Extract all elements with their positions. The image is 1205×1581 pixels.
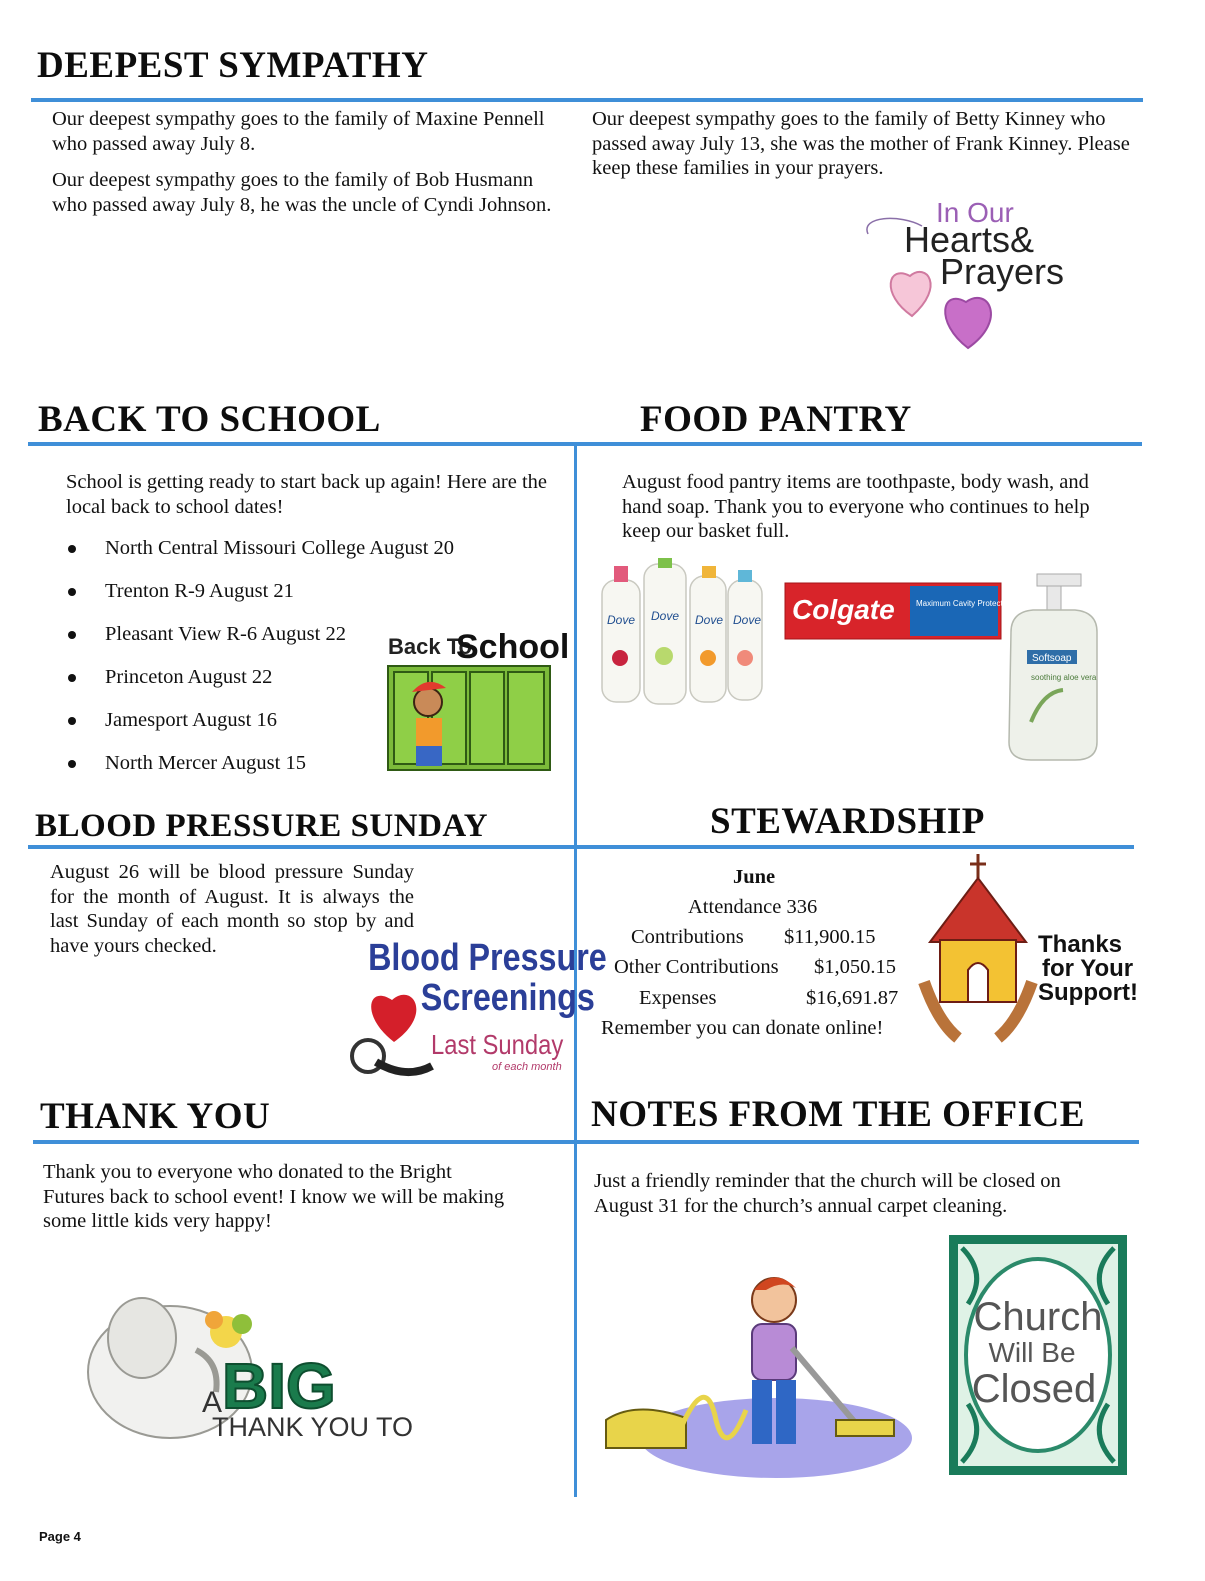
list-item: Jamesport August 16 [68,708,538,751]
pink-heart-icon [891,272,931,316]
big-image-big: BIG [222,1350,336,1422]
support-image-line2: for Your [1042,955,1134,982]
heading-food-pantry: FOOD PANTRY [640,399,912,440]
list-item: Pleasant View R-6 August 22 [68,622,538,665]
red-heart-icon [371,995,416,1042]
expenses-label: Expenses [639,987,717,1009]
stewardship-attendance: Attendance 336 [688,896,818,918]
blood-pressure-screenings-image [346,930,607,1090]
other-contributions-label: Other Contributions [614,956,779,978]
hearts-prayers-line1: In Our [936,197,1014,228]
bp-image-line1: Blood Pressure [368,936,607,979]
hearts-prayers-line2: Hearts& [904,219,1035,260]
big-image-a: A [202,1386,223,1419]
colgate-label: Colgate [792,594,895,625]
softsoap-label: Softsoap [1032,653,1072,664]
heading-deepest-sympathy: DEEPEST SYMPATHY [37,45,429,86]
bp-image-line2: Screenings [420,976,595,1019]
thanks-for-your-support-image [918,852,1150,1042]
rule-thanks-office [33,1140,1139,1144]
office-note-text: Just a friendly reminder that the church will be closed on August 31 for the church’s annual carpet cleaning. [594,1170,1061,1217]
heading-blood-pressure-sunday: BLOOD PRESSURE SUNDAY [35,808,489,844]
bp-image-line3: Last Sunday [431,1028,564,1061]
purple-heart-icon [945,298,991,348]
heading-back-to-school: BACK TO SCHOOL [38,399,381,440]
support-image-line3: Support! [1038,979,1138,1006]
rule-bp-stewardship [28,845,1134,849]
other-contributions-value: $1,050.15 [814,956,896,978]
body-wash-bottles-image [598,558,768,708]
church-will-be-closed-image [948,1234,1128,1476]
bts-image-text-a: Back To [388,634,472,659]
heading-stewardship: STEWARDSHIP [710,801,985,842]
blood-pressure-text: August 26 will be blood pressure Sunday for the month of August. It is always the last Sunday of each month so stop by and have yours checked. [50,861,414,957]
softsoap-sublabel: soothing aloe vera [1031,673,1097,682]
list-item: Trenton R-9 August 21 [68,579,538,622]
expenses-value: $16,691.87 [806,987,899,1009]
bp-image-line4: of each month [492,1061,562,1073]
heading-notes-from-office: NOTES FROM THE OFFICE [591,1094,1085,1135]
dove-label: Dove [651,609,680,623]
thank-you-text: Thank you to everyone who donated to the Bright Futures back to school event! I know we will be making some little kids very happy! [43,1161,505,1232]
back-to-school-image [384,622,570,782]
hearts-and-prayers-image [860,196,1075,356]
donate-online-note: Remember you can donate online! [601,1017,884,1039]
hearts-prayers-line3: Prayers [940,251,1065,292]
big-thank-you-elephant-image [70,1262,414,1452]
support-image-line1: Thanks [1038,931,1123,958]
list-item: North Central Missouri College August 20 [68,536,538,579]
sympathy-text-3: Our deepest sympathy goes to the family of Betty Kinney who passed away July 13, she was the mother of Frank Kinney. Please keep these families in your prayers. [592,108,1130,179]
vacuum-cleaning-image [596,1270,918,1482]
food-pantry-text: August food pantry items are toothpaste, body wash, and hand soap. Thank you to everyone who continues to help keep our basket full. [622,471,1090,542]
colgate-sublabel: Maximum Cavity Protection [916,599,1014,608]
dove-label: Dove [733,613,762,627]
sympathy-text-1: Our deepest sympathy goes to the family of Maxine Pennell who passed away July 8. [52,108,545,155]
softsoap-image [1003,572,1103,762]
contributions-value: $11,900.15 [784,926,876,948]
heading-thank-you: THANK YOU [40,1096,271,1137]
dove-label: Dove [607,613,636,627]
page-number: Page 4 [39,1529,81,1544]
big-image-rest: THANK YOU TO [212,1412,414,1442]
rule-sympathy [31,98,1143,102]
closed-image-line2: Will Be [988,1337,1076,1368]
contributions-label: Contributions [631,926,744,948]
dove-label: Dove [695,613,724,627]
colgate-toothpaste-image [784,582,1014,640]
bts-image-text-b: School [456,628,570,666]
sympathy-text-2: Our deepest sympathy goes to the family of Bob Husmann who passed away July 8, he was the uncle of Cyndi Johnson. [52,169,552,216]
back-to-school-intro: School is getting ready to start back up again! Here are the local back to school dates! [66,471,548,518]
stewardship-month: June [733,866,776,888]
list-item: North Mercer August 15 [68,751,538,794]
list-item: Princeton August 22 [68,665,538,708]
rule-school-pantry [28,442,1142,446]
closed-image-line3: Closed [971,1367,1097,1411]
closed-image-line1: Church [973,1295,1103,1339]
